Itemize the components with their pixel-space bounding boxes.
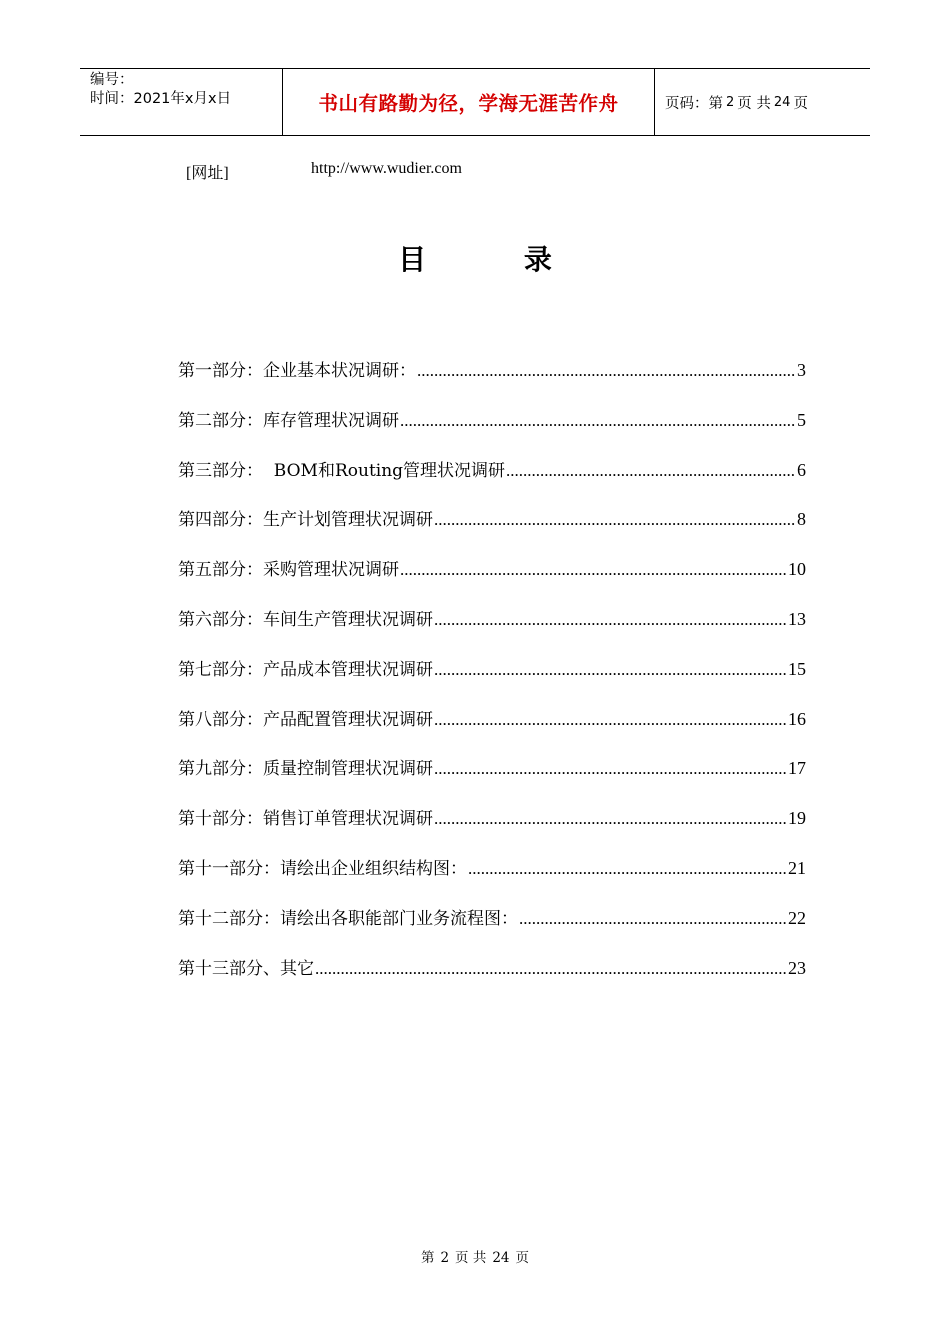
header-motto: 书山有路勤为径，学海无涯苦作舟 [282,69,655,135]
page-label-middle: 页 共 [737,95,771,112]
toc-leader [434,606,787,634]
footer-total: 24 [492,1250,510,1266]
website-line [186,160,462,183]
toc-entry-page: 16 [788,708,806,729]
toc-entry-label: 第十部分：销售订单管理状况调研 [178,809,433,830]
serial-label: 编号： [90,72,134,88]
footer-suffix: 页 [515,1250,530,1266]
toc-leader [434,706,787,734]
toc-entry-label: 第十一部分：请绘出企业组织结构图： [178,858,467,879]
toc-title-char-2: 录 [523,243,552,276]
toc-entry[interactable] [178,456,806,506]
date-label: 时间：2021年x月x日 [90,91,232,107]
toc-entry[interactable] [178,505,806,555]
toc-leader [400,556,787,584]
website-label: [网址] [186,165,229,182]
toc-entry-label: 第七部分：产品成本管理状况调研 [178,659,433,680]
toc-entry[interactable] [178,954,806,1004]
page-header [80,68,870,136]
page-label-prefix: 页码：第 [665,95,723,112]
toc-leader [434,506,796,534]
toc-entry-page: 6 [797,459,806,480]
toc-entry-label: 第一部分：企业基本状况调研： [178,361,416,381]
page-label-suffix: 页 [793,95,808,112]
toc-entry-page: 10 [788,559,806,580]
toc-entry-page: 17 [788,758,806,779]
toc-entry-label: 第二部分：库存管理状况调研 [178,410,399,431]
toc-entry-page: 23 [788,957,806,978]
footer-middle: 页 共 [455,1250,487,1266]
toc-entry[interactable] [178,754,806,804]
page-current: 2 [726,94,735,110]
toc-entry[interactable] [178,904,806,954]
toc-title [0,238,950,278]
toc-entry[interactable] [178,605,806,655]
toc-leader [434,755,787,783]
toc-entry[interactable] [178,406,806,456]
header-page-info [655,69,870,135]
toc-entry-page: 22 [788,907,806,928]
table-of-contents [178,356,806,1003]
toc-entry-page: 21 [788,857,806,878]
toc-entry-page: 15 [788,658,806,679]
toc-entry-label: 第五部分：采购管理状况调研 [178,560,399,581]
toc-entry-label: 第九部分：质量控制管理状况调研 [178,759,433,780]
toc-entry[interactable] [178,555,806,605]
toc-entry[interactable] [178,705,806,755]
toc-leader [519,905,787,933]
toc-entry[interactable] [178,854,806,904]
footer-prefix: 第 [420,1250,435,1266]
toc-leader [468,855,787,883]
footer-current: 2 [440,1250,450,1266]
page-footer [0,1246,950,1266]
toc-entry-page: 13 [788,608,806,629]
toc-entry[interactable] [178,655,806,705]
toc-entry-page: 8 [797,509,806,530]
toc-entry-label: 第六部分：车间生产管理状况调研 [178,609,433,630]
toc-entry-label: 第八部分：产品配置管理状况调研 [178,709,433,730]
toc-entry-label: 第十二部分：请绘出各职能部门业务流程图： [178,908,518,929]
toc-leader [400,407,796,435]
toc-leader [315,955,787,983]
toc-entry-page: 19 [788,808,806,829]
toc-entry[interactable] [178,356,806,406]
toc-title-char-1: 目 [398,243,427,276]
toc-leader [434,805,787,833]
toc-leader [434,656,787,684]
toc-entry-label: 第十三部分、其它 [178,958,314,979]
page-total: 24 [773,94,791,110]
toc-entry-page: 5 [797,409,806,430]
toc-entry-label: 第三部分： BOM和Routing管理状况调研 [178,460,506,481]
header-meta [80,69,282,135]
toc-leader [506,457,796,485]
toc-entry[interactable] [178,804,806,854]
toc-entry-page: 3 [797,360,806,380]
toc-entry-label: 第四部分：生产计划管理状况调研 [178,510,433,531]
website-url[interactable]: http://www.wudier.com [311,160,462,177]
toc-leader [417,357,796,385]
